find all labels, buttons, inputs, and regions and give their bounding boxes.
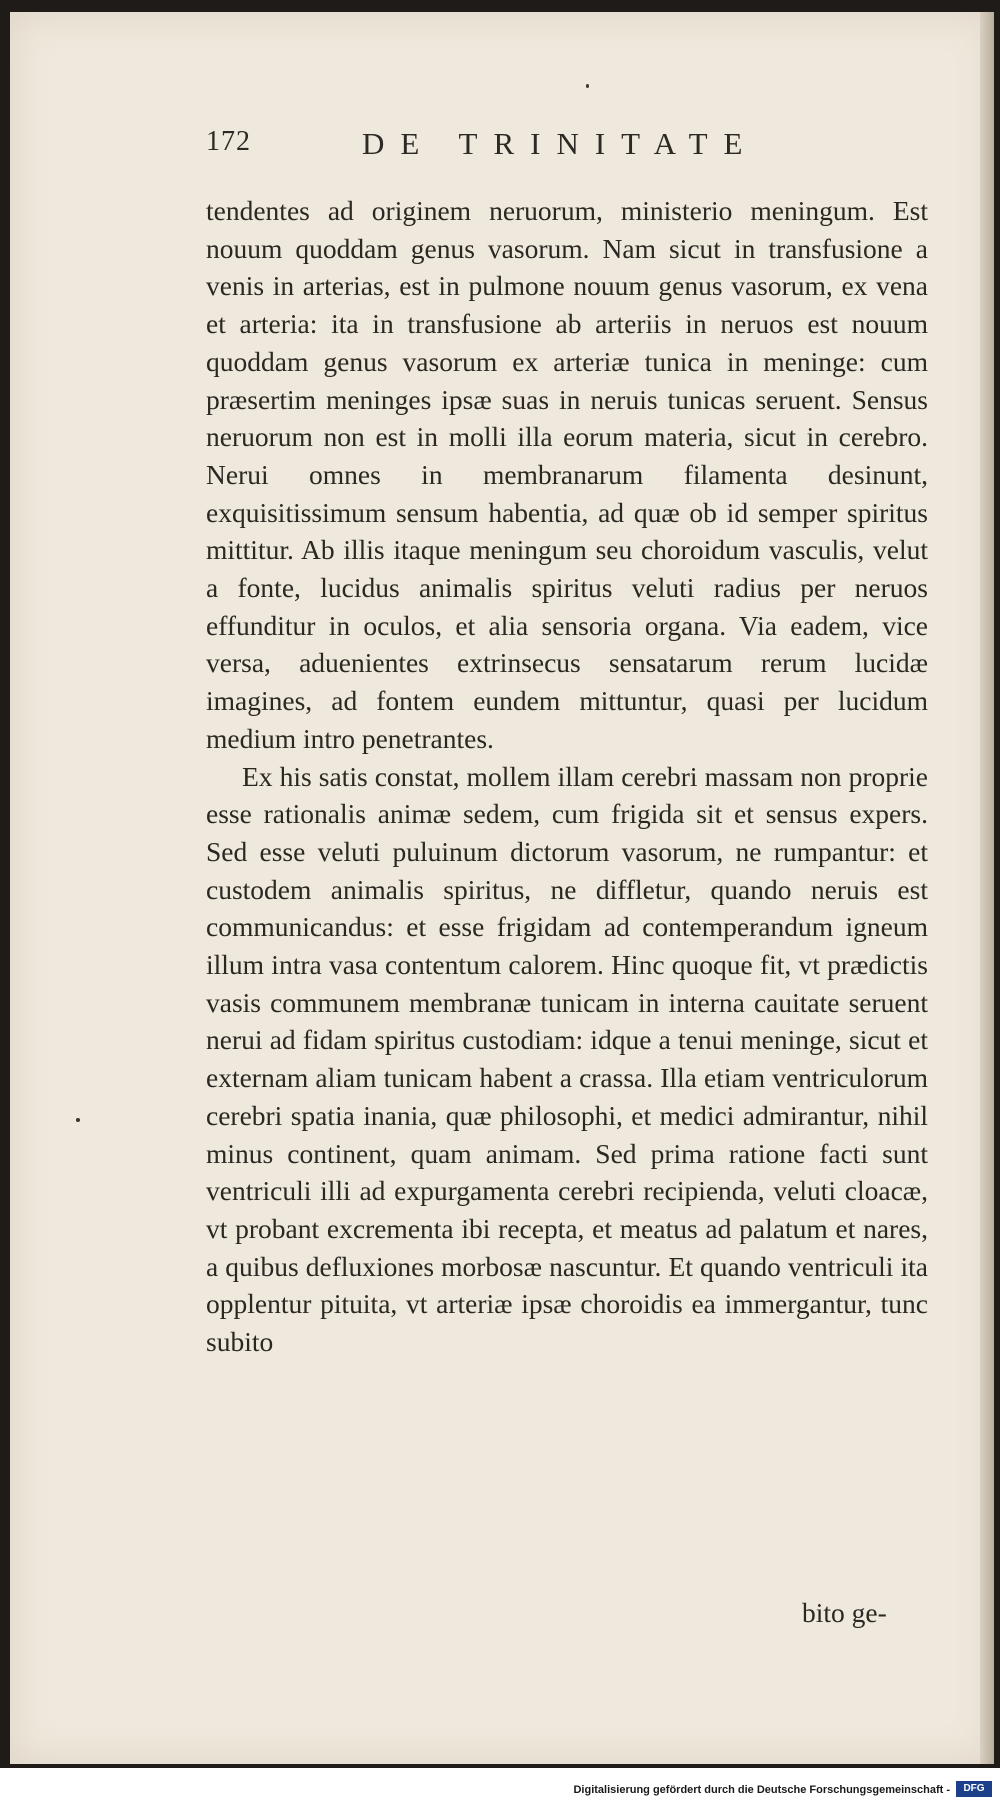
book-page xyxy=(10,12,994,1764)
paragraph: Ex his satis constat, mollem illam cerebri massam non proprie esse rationalis animæ sedem, cum frigida sit et sensus expers. Sed esse veluti puluinum dictorum vasorum, ne rumpantur: et custodem animalis spiritus, ne diffletur, quando neruis est communicandus: et esse frigidam ad contemperandum igneum illum intra vasa contentum calorem. Hinc quoque fit, vt prædictis vasis communem membranæ tunicam in interna cauitate seruent nerui ad fidam spiritus custodiam: idque a tenui meninge, sicut et externam aliam tunicam habent a crassa. Illa etiam ventriculorum cerebri spatia inania, quæ philosophi, et medici admirantur, nihil minus continent, quam animam. Sed prima ratione facti sunt ventriculi illi ad expurgamenta cerebri recipienda, veluti cloacæ, vt probant excrementa ibi recepta, et meatus ad palatum et nares, a quibus defluxiones morbosæ nascuntur. Et quando ventriculi ita opplentur pituita, vt arteriæ ipsæ choroidis ea immergantur, tunc subito xyxy=(206,760,928,1358)
page-number: 172 xyxy=(206,126,251,157)
ink-speck xyxy=(586,84,589,88)
funding-credit: Digitalisierung gefördert durch die Deutsche Forschungsgemeinschaft - xyxy=(573,1784,950,1796)
catchword: bito ge- xyxy=(802,1597,887,1628)
page-header xyxy=(206,126,806,170)
body-text xyxy=(206,192,928,1361)
ink-speck xyxy=(76,1118,80,1122)
dfg-logo: DFG xyxy=(956,1781,992,1797)
digitization-footer xyxy=(0,1768,1000,1803)
paragraph: tendentes ad originem neruorum, ministerio meningum. Est nouum quoddam genus vasorum. Nam sicut in transfusione a venis in arterias, est in pulmone nouum genus vasorum, ex vena et arteria: ita in transfusione ab arteriis in neruos est nouum quoddam genus vasorum ex arteriæ tunica in meninge: cum præsertim meninges ipsæ suas in neruis tunicas seruent. Sensus neruorum non est in molli illa eorum materia, sicut in cerebro. Nerui omnes in membranarum filamenta desinunt, exquisitissimum sensum habentia, ad quæ ob id semper spiritus mittitur. Ab illis itaque meningum seu choroidum vasculis, velut a fonte, lucidus animalis spiritus veluti radius per neruos effunditur in oculos, et alia sensoria organa. Via eadem, vice versa, aduenientes extrinsecus sensatarum rerum lucidæ imagines, ad fontem eundem mittuntur, quasi per lucidum medium intro penetrantes. xyxy=(206,195,928,754)
page-edge xyxy=(980,12,994,1764)
running-title: DE TRINITATE xyxy=(362,126,759,161)
